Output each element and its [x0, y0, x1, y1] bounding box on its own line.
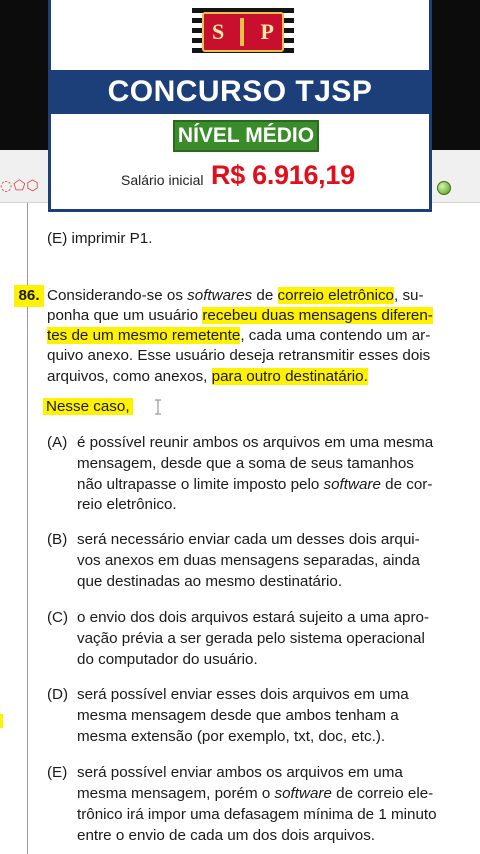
tjsp-banner [48, 0, 432, 212]
highlight-recebeu: recebeu duas mensagens diferen- [202, 307, 433, 324]
option-d-line-1: será possível enviar esses dois arquivos em uma [77, 686, 409, 703]
option-d-letter[interactable]: (D) [47, 686, 69, 703]
option-e-line-1: será possível enviar ambos os arquivos em uma [77, 764, 403, 781]
sword-icon [240, 18, 244, 46]
question-line-3: tes de um mesmo remetente, cada uma contendo um ar- [47, 327, 431, 344]
option-d-line-2: mesma mensagem desde que ambos tenham a [77, 707, 399, 724]
sao-paulo-flag-icon [192, 8, 294, 56]
question-line-4: quivo anexo. Esse usuário deseja retransmitir esses dois [47, 347, 431, 364]
option-b-line-3: que destinadas ao mesmo destinatário. [77, 573, 343, 590]
question-line-1: Considerando-se os softwares de correio eletrônico, su- [47, 287, 424, 304]
option-a-line-1: é possível reunir ambos os arquivos em uma mesma [77, 434, 434, 451]
option-c-line-3: do computador do usuário. [77, 651, 258, 668]
crest-letter-left: S [212, 19, 225, 44]
highlight-destinatario: para outro destinatário. [211, 368, 368, 385]
banner-title: CONCURSO TJSP [51, 70, 429, 114]
level-badge: NÍVEL MÉDIO [173, 120, 319, 152]
margin-highlight-mark [0, 714, 3, 728]
question-lead [43, 396, 133, 417]
option-d-line-3: mesma extensão (por exemplo, txt, doc, etc.). [77, 728, 386, 745]
option-a-line-4: reio eletrônico. [77, 496, 177, 513]
question-line-5: arquivos, como anexos, para outro destinatário. [47, 368, 368, 385]
option-e-line-3: trônico irá impor uma defasagem mínima de 1 minuto [77, 806, 437, 823]
crest-emblem [202, 12, 284, 52]
question-number: 86. [14, 285, 44, 307]
toolbar-shape-icons[interactable]: ◌⬠⬡ [0, 178, 40, 194]
previous-option-e: (E) imprimir P1. [47, 230, 153, 247]
salary-value: R$ 6.916,19 [211, 160, 355, 190]
option-c-letter[interactable]: (C) [47, 609, 69, 626]
option-c-line-1: o envio dos dois arquivos estará sujeito a uma apro- [77, 609, 430, 626]
option-a-line-3: não ultrapasse o limite imposto pelo software de cor- [77, 476, 433, 493]
option-a-line-2: mensagem, desde que a soma de seus tamanhos [77, 455, 414, 472]
option-b-letter[interactable]: (B) [47, 531, 68, 548]
option-c-line-2: vação prévia a ser gerada pelo sistema operacional [77, 630, 425, 647]
highlight-correio: correio eletrônico [277, 287, 394, 304]
option-a-letter[interactable]: (A) [47, 434, 68, 451]
option-e-letter[interactable]: (E) [47, 764, 68, 781]
crest-letter-right: P [260, 19, 274, 44]
option-e-line-4: entre o envio de cada um dos dois arquivos. [77, 827, 376, 844]
option-b-line-1: será necessário enviar cada um desses dois arqui- [77, 531, 420, 548]
salary-label: Salário inicial [121, 172, 204, 188]
option-e-line-2: mesma mensagem, porém o software de correio ele- [77, 785, 434, 802]
highlight-nesse-caso: Nesse caso, [43, 398, 133, 415]
option-b-line-2: vos anexos em duas mensagens separadas, ainda [77, 552, 420, 569]
text-cursor-icon [153, 399, 163, 415]
highlight-remetente: tes de um mesmo remetente [47, 327, 241, 344]
question-line-2: ponha que um usuário recebeu duas mensagens diferen- [47, 307, 433, 324]
green-dot-icon[interactable] [437, 181, 451, 195]
